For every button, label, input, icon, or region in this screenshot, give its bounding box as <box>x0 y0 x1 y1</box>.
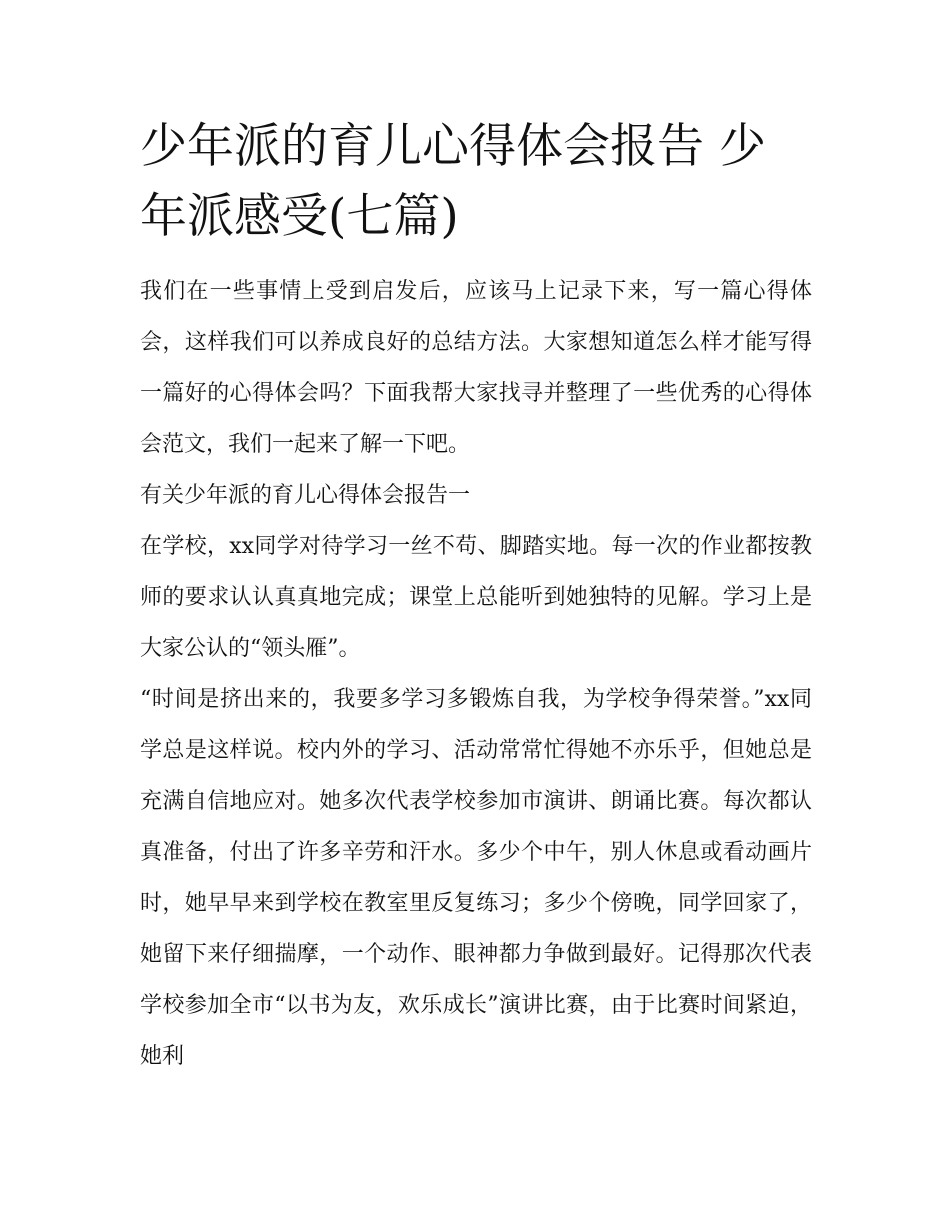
body-paragraph: “时间是挤出来的，我要多学习多锻炼自我，为学校争得荣誉。”xx同学总是这样说。校内外的学习、活动常常忙得她不亦乐乎，但她总是充满自信地应对。她多次代表学校参加市演讲、朗诵比赛。每次都认真准备，付出了许多辛劳和汗水。多少个中午，别人休息或看动画片时，她早早来到学校在教室里反复练习；多少个傍晚，同学回家了，她留下来仔细揣摩，一个动作、眼神都力争做到最好。记得那次代表学校参加全市“以书为友，欢乐成长”演讲比赛，由于比赛时间紧迫，她利 <box>140 687 812 1069</box>
section-heading: 有关少年派的育儿心得体会报告一 <box>140 483 471 508</box>
document-title: 少年派的育儿心得体会报告 少年派感受(七篇) <box>140 119 766 244</box>
document-body <box>140 112 812 1082</box>
intro-paragraph: 我们在一些事情上受到启发后，应该马上记录下来，写一篇心得体会，这样我们可以养成良好的总结方法。大家想知道怎么样才能写得一篇好的心得体会吗？下面我帮大家找寻并整理了一些优秀的心得体会范文，我们一起来了解一下吧。 <box>140 279 812 457</box>
body-paragraph: 在学校，xx同学对待学习一丝不苟、脚踏实地。每一次的作业都按教师的要求认认真真地完成；课堂上总能听到她独特的见解。学习上是大家公认的“领头雁”。 <box>140 534 812 661</box>
